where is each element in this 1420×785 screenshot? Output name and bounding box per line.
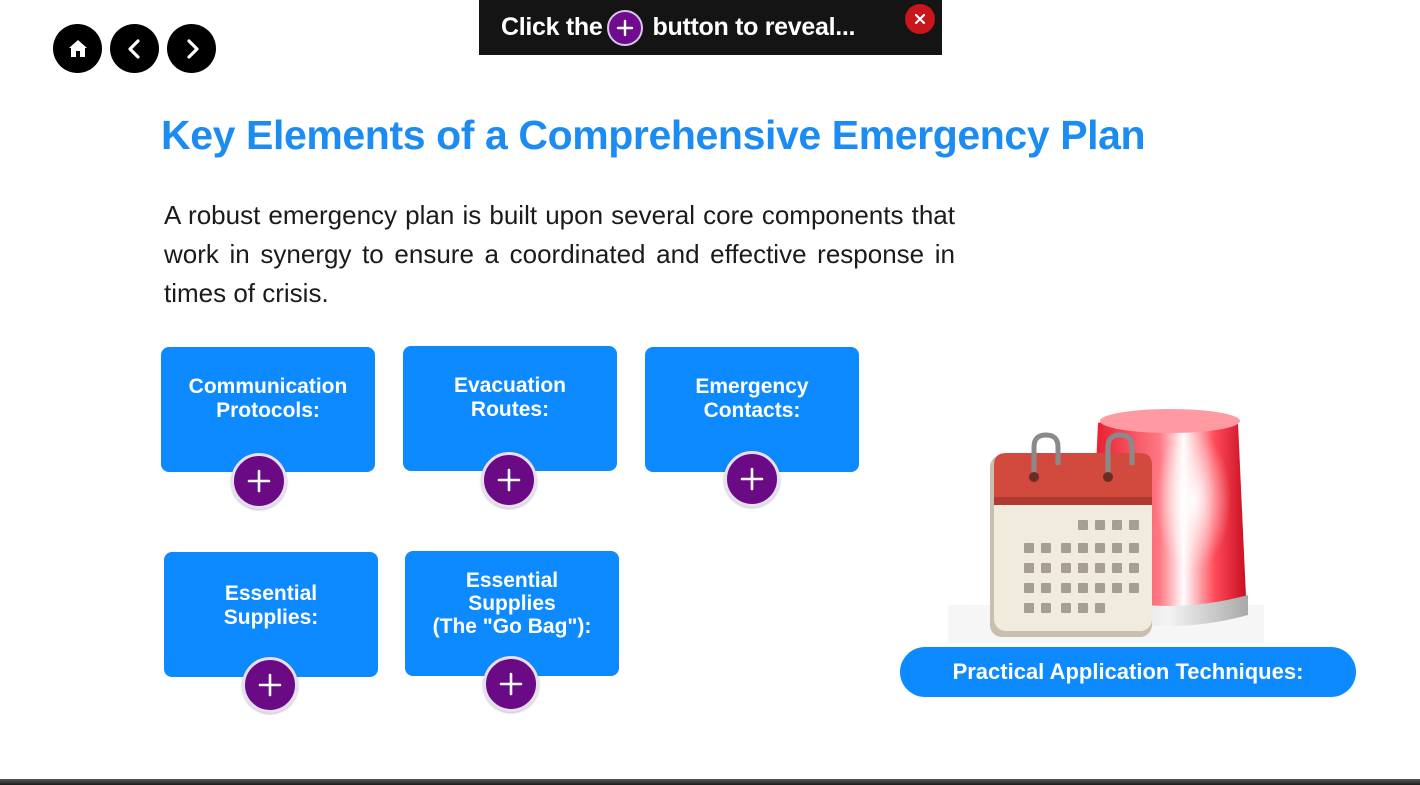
calendar-alarm-icon [948,405,1264,643]
plus-icon [258,673,282,697]
chevron-left-icon [123,37,147,61]
plus-icon [247,469,271,493]
practical-application-button[interactable] [900,647,1356,697]
bottom-bar [0,779,1420,785]
plus-icon [497,468,521,492]
forward-button[interactable] [167,24,216,73]
close-icon [914,13,926,25]
plus-icon [740,467,764,491]
page-title: Key Elements of a Comprehensive Emergency Plan [161,112,1146,158]
instruction-banner [479,0,942,55]
reveal-go-bag-button[interactable] [483,656,539,712]
chevron-right-icon [180,37,204,61]
reveal-communication-protocols-button[interactable] [231,453,287,509]
reveal-emergency-contacts-button[interactable] [724,451,780,507]
banner-text-after: button to reveal... [652,13,856,41]
home-button[interactable] [53,24,102,73]
reveal-essential-supplies-button[interactable] [242,657,298,713]
reveal-evacuation-routes-button[interactable] [481,452,537,508]
card-communication-protocols [161,347,375,472]
plus-icon [607,10,643,46]
card-label: Essential Supplies (The "Go Bag"): [432,569,592,638]
plus-icon [499,672,523,696]
card-label: Essential Supplies: [223,582,319,629]
banner-text-before: Click the [501,13,603,41]
intro-paragraph: A robust emergency plan is built upon several core components that work in synergy to ensure a coordinated and effective response in times of crisis. [164,200,955,308]
card-label: Communication Protocols: [188,375,348,422]
back-button[interactable] [110,24,159,73]
home-icon [66,37,90,61]
banner-close-button[interactable] [905,4,935,34]
card-label: Emergency Contacts: [695,375,809,422]
practical-application-label: Practical Application Techniques: [952,659,1304,684]
card-label: Evacuation Routes: [453,374,567,421]
